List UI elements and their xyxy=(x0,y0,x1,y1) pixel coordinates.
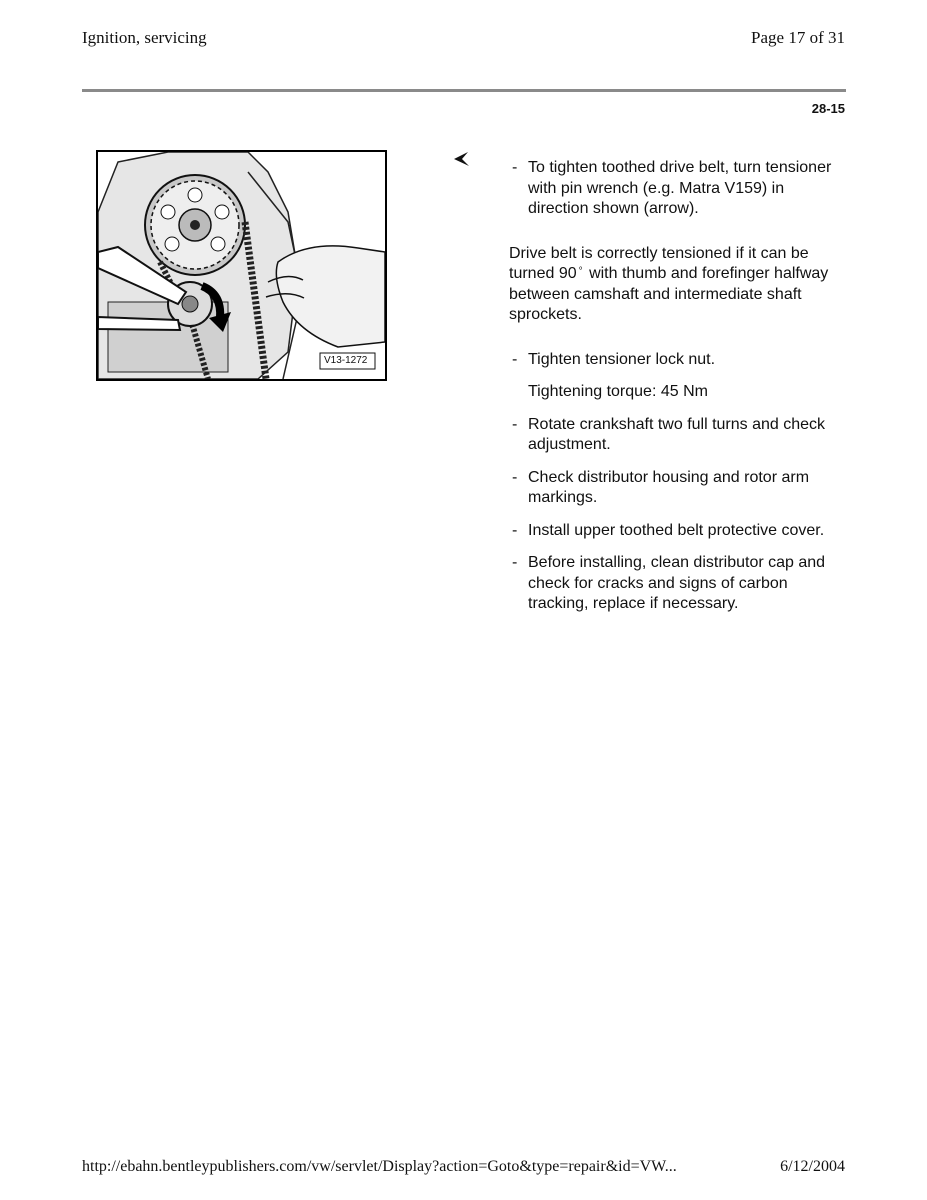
instructions xyxy=(509,158,839,627)
pointer-arrow-icon xyxy=(453,151,471,172)
step-clean-cap: - Before installing, clean distributor cap and check for cracks and signs of carbon tracking, replace if necessary. xyxy=(512,554,826,612)
step-install-cover: - Install upper toothed belt protective cover. xyxy=(512,521,825,539)
step-lock-nut: - Tighten tensioner lock nut. xyxy=(512,350,716,368)
engine-belt-illustration xyxy=(96,150,387,381)
step-check-markings: - Check distributor housing and rotor arm markings. xyxy=(512,468,810,506)
degree-symbol: ° xyxy=(578,266,583,277)
step-tighten-belt: - To tighten toothed drive belt, turn tensioner with pin wrench (e.g. Matra V159) in direction shown (arrow). xyxy=(512,159,832,217)
page-header-title: Ignition, servicing xyxy=(82,28,207,47)
torque-note: Tightening torque: 45 Nm xyxy=(528,383,708,400)
section-code: 28-15 xyxy=(811,101,845,116)
step-rotate-crankshaft: - Rotate crankshaft two full turns and check adjustment. xyxy=(512,415,826,453)
footer-url: http://ebahn.bentleypublishers.com/vw/servlet/Display?action=Goto&type=repair&id=VW... xyxy=(82,1158,677,1175)
page-number: Page 17 of 31 xyxy=(751,28,845,47)
header-rule xyxy=(82,89,846,92)
tension-check-paragraph: Drive belt is correctly tensioned if it can be turned 90 ° with thumb and forefinger halfway between camshaft and intermediate shaft sprockets. xyxy=(509,244,829,323)
figure-label: V13-1272 xyxy=(324,355,368,366)
footer-date: 6/12/2004 xyxy=(780,1158,845,1175)
